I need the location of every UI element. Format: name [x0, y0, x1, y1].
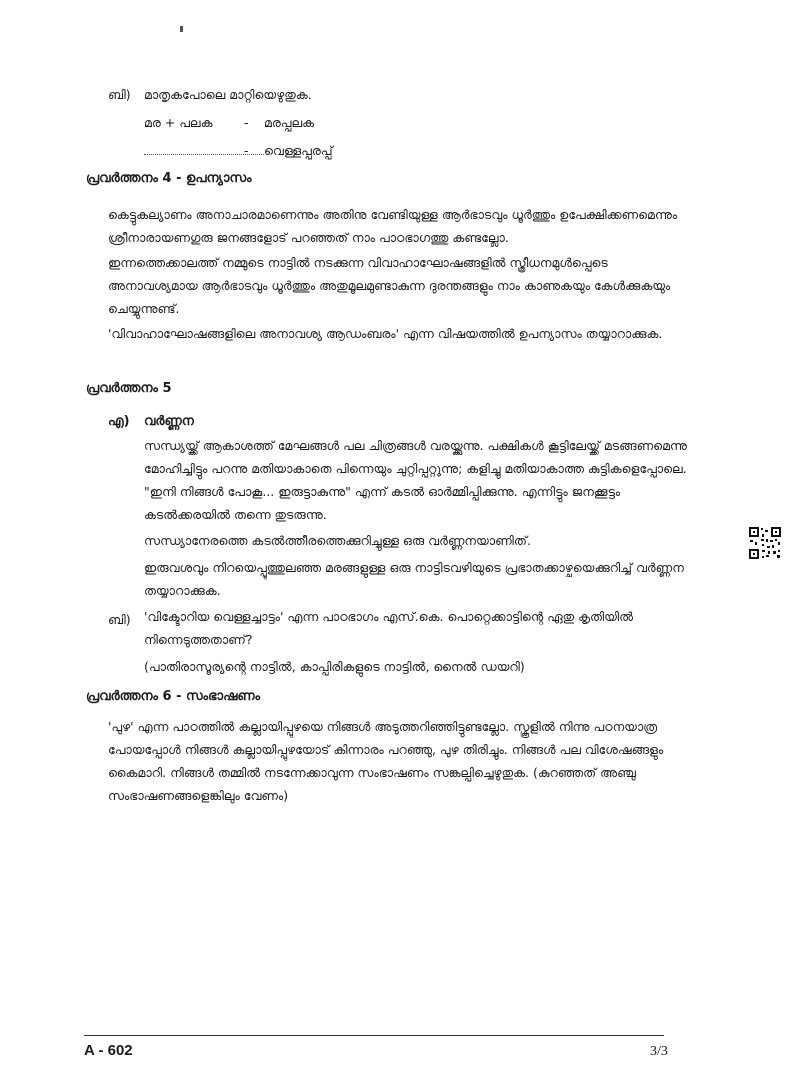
- activity4-heading: പ്രവർത്തനം 4 - ഉപന്യാസം: [86, 171, 252, 186]
- activity5-task: ഇരുവശവും നിറയെപ്പൂത്തുലഞ്ഞ മരങ്ങളുള്ള ഒരു നാട്ടിടവഴിയുടെ പ്രഭാതക്കാഴ്ചയെക്കുറിച്ച് വർണ്ണന തയ്യാറാക്കുക.: [144, 560, 684, 598]
- exercise-b-instruction: മാതൃകപോലെ മാറ്റിയെഴുതുക.: [144, 87, 312, 102]
- activity4-paragraph-3: 'വിവാഹാഘോഷങ്ങളിലെ അനാവശ്യ ആഡംബരം' എന്ന വിഷയത്തിൽ ഉപന്യാസം തയ്യാറാക്കുക.: [108, 326, 663, 341]
- activity5-a-title: വർണ്ണന: [144, 414, 194, 429]
- example-right: മരപ്പലക: [264, 115, 315, 130]
- example-left: മര + പലക: [144, 115, 213, 130]
- qr-code-icon: [748, 526, 782, 560]
- page-number: 3/3: [650, 1044, 668, 1059]
- scan-speck: [180, 26, 183, 32]
- activity5-b-options: (പാതിരാസൂര്യന്റെ നാട്ടിൽ, കാപ്പിരികളുടെ നാട്ടിൽ, നൈൽ ഡയറി): [144, 659, 525, 674]
- question-dash: -: [244, 143, 249, 158]
- paper-code: A - 602: [84, 1042, 133, 1059]
- example-dash: -: [244, 115, 249, 130]
- activity4-paragraph-2: ഇന്നത്തെക്കാലത്ത് നമ്മുടെ നാട്ടിൽ നടക്കുന്ന വിവാഹാഘോഷങ്ങളിൽ സ്ത്രീധനമുൾപ്പെടെ അനാവശ്യമായ ആർഭാടവും ധൂർത്തും അതുമൂലമുണ്ടാകുന്ന ദുരന്തങ്ങളും നാം കാണുകയും കേൾക്കുകയും ചെയ്യുന്നുണ്ട്.: [108, 255, 671, 316]
- answer-blank: [144, 143, 280, 159]
- activity5-b-label: ബി): [108, 612, 131, 627]
- activity6-heading: പ്രവർത്തനം 6 - സംഭാഷണം: [86, 689, 261, 704]
- activity5-note: സന്ധ്യാനേരത്തെ കടൽത്തീരത്തെക്കുറിച്ചുള്ള ഒരു വർണ്ണനയാണിത്.: [144, 533, 531, 548]
- activity5-description: സന്ധ്യയ്ക്ക് ആകാശത്ത് മേഘങ്ങൾ പല ചിത്രങ്ങൾ വരയ്ക്കുന്നു. പക്ഷികൾ കൂട്ടിലേയ്ക്ക് മടങ്ങണമെന്നു മോഹിച്ചിട്ടും പറന്നു മതിയാകാതെ പിന്നെയും ചുറ്റിപ്പറ്റുന്നു; കളിച്ചു മതിയാകാത്ത കുട്ടികളെപ്പോലെ. "ഇനി നിങ്ങൾ പോകൂ... ഇരുട്ടാകുന്നു" എന്ന് കടൽ ഓർമ്മിപ്പിക്കുന്നു. എന്നിട്ടും ജനക്കൂട്ടം കടൽക്കരയിൽ തന്നെ തുടരുന്നു.: [144, 438, 687, 522]
- activity5-a-label: എ): [108, 414, 130, 429]
- activity4-paragraph-1: കെട്ടുകല്യാണം അനാചാരമാണെന്നും അതിനു വേണ്ടിയുള്ള ആർഭാടവും ധൂർത്തും ഉപേക്ഷിക്കണമെന്നും ശ്രീനാരായണഗുരു ജനങ്ങളോട് പറഞ്ഞത് നാം പാഠഭാഗത്തു കണ്ടല്ലോ.: [108, 207, 678, 245]
- exercise-b-label: ബി): [108, 87, 131, 102]
- footer-rule: [84, 1035, 664, 1036]
- question-word: വെള്ളപ്പരപ്പ്: [264, 143, 333, 158]
- activity5-heading: പ്രവർത്തനം 5: [86, 381, 172, 396]
- activity6-paragraph: 'പുഴ' എന്ന പാഠത്തിൽ കല്ലായിപ്പുഴയെ നിങ്ങൾ അടുത്തറിഞ്ഞിട്ടുണ്ടല്ലോ. സ്കൂളിൽ നിന്നു പഠനയാത്ര പോയപ്പോൾ നിങ്ങൾ കല്ലായിപ്പുഴയോട് കിന്നാരം പറഞ്ഞു, പുഴ തിരിച്ചും. നിങ്ങൾ പല വിശേഷങ്ങളും കൈമാറി. നിങ്ങൾ തമ്മിൽ നടന്നേക്കാവുന്ന സംഭാഷണം സങ്കല്പിച്ചെഴുതുക. (കുറഞ്ഞത് അഞ്ചു സംഭാഷണങ്ങളെങ്കിലും വേണം): [108, 719, 664, 803]
- activity5-b-question: 'വിക്ടോറിയ വെള്ളച്ചാട്ടം' എന്ന പാഠഭാഗം എസ്.കെ. പൊറ്റെക്കാട്ടിന്റെ ഏതു കൃതിയിൽ നിന്നെടുത്തതാണ്?: [144, 609, 634, 647]
